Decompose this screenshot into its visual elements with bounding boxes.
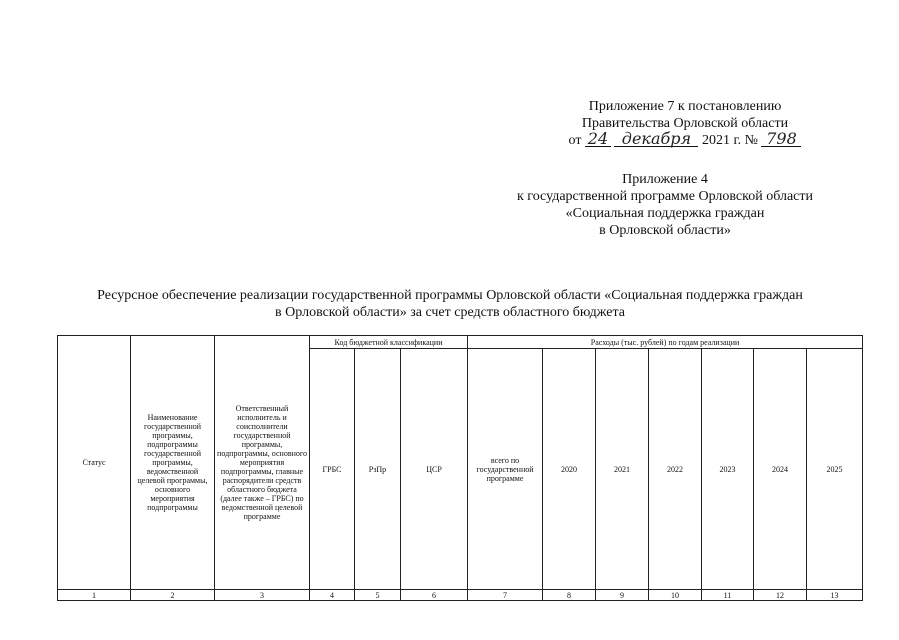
column-number: 6 xyxy=(401,590,468,601)
column-number: 13 xyxy=(807,590,863,601)
approval-line-2: Правительства Орловской области xyxy=(581,116,789,131)
column-number: 2 xyxy=(131,590,215,601)
header-executor: Ответственный исполнитель и соисполнители государственной программы, подпрограммы, основного мероприятия подпрограммы, главные распорядители средств областного бюджета (далее также – ГРБС) по ведомственной целевой программе xyxy=(215,336,310,590)
column-number: 3 xyxy=(215,590,310,601)
column-number: 9 xyxy=(596,590,649,601)
program-reference xyxy=(480,171,850,239)
header-kbk-group: Код бюджетной классификации xyxy=(310,336,468,349)
document-title xyxy=(40,287,860,321)
resource-table xyxy=(57,335,863,601)
column-number: 10 xyxy=(649,590,702,601)
program-ref-line-4: в Орловской области» xyxy=(599,223,731,238)
column-number: 7 xyxy=(468,590,543,601)
header-year: 2021 xyxy=(596,349,649,590)
program-ref-line-2: к государственной программе Орловской области xyxy=(517,189,813,204)
header-year: 2020 xyxy=(543,349,596,590)
column-number-row xyxy=(58,590,863,601)
column-number: 4 xyxy=(310,590,355,601)
handwritten-month: декабря xyxy=(614,132,698,147)
approval-prefix: от xyxy=(568,133,582,148)
header-grbs: ГРБС xyxy=(310,349,355,590)
header-total: всего по государственной программе xyxy=(468,349,543,590)
header-year: 2024 xyxy=(754,349,807,590)
program-ref-line-1: Приложение 4 xyxy=(622,172,708,187)
approval-date-line xyxy=(560,129,810,149)
approval-block xyxy=(560,98,810,149)
header-year: 2025 xyxy=(807,349,863,590)
approval-year: 2021 г. № xyxy=(701,133,758,148)
column-number: 8 xyxy=(543,590,596,601)
column-number: 11 xyxy=(702,590,754,601)
handwritten-day: 24 xyxy=(585,132,611,147)
header-csr: ЦСР xyxy=(401,349,468,590)
approval-line-1: Приложение 7 к постановлению xyxy=(588,99,782,114)
title-line-1: Ресурсное обеспечение реализации государственной программы Орловской области «Социальная поддержка граждан xyxy=(97,288,803,303)
program-ref-line-3: «Социальная поддержка граждан xyxy=(565,206,765,221)
header-name: Наименование государственной программы, подпрограммы государственной программы, ведомственной целевой программы, основного мероприятия подпрограммы xyxy=(131,336,215,590)
header-rzpr: РзПр xyxy=(355,349,401,590)
column-number: 5 xyxy=(355,590,401,601)
handwritten-number: 798 xyxy=(761,132,801,147)
header-year: 2022 xyxy=(649,349,702,590)
title-line-2: в Орловской области» за счет средств областного бюджета xyxy=(275,305,625,320)
header-expenses-group: Расходы (тыс. рублей) по годам реализации xyxy=(468,336,863,349)
table-header-group-row xyxy=(58,336,863,349)
header-year: 2023 xyxy=(702,349,754,590)
column-number: 1 xyxy=(58,590,131,601)
column-number: 12 xyxy=(754,590,807,601)
header-status: Статус xyxy=(58,336,131,590)
